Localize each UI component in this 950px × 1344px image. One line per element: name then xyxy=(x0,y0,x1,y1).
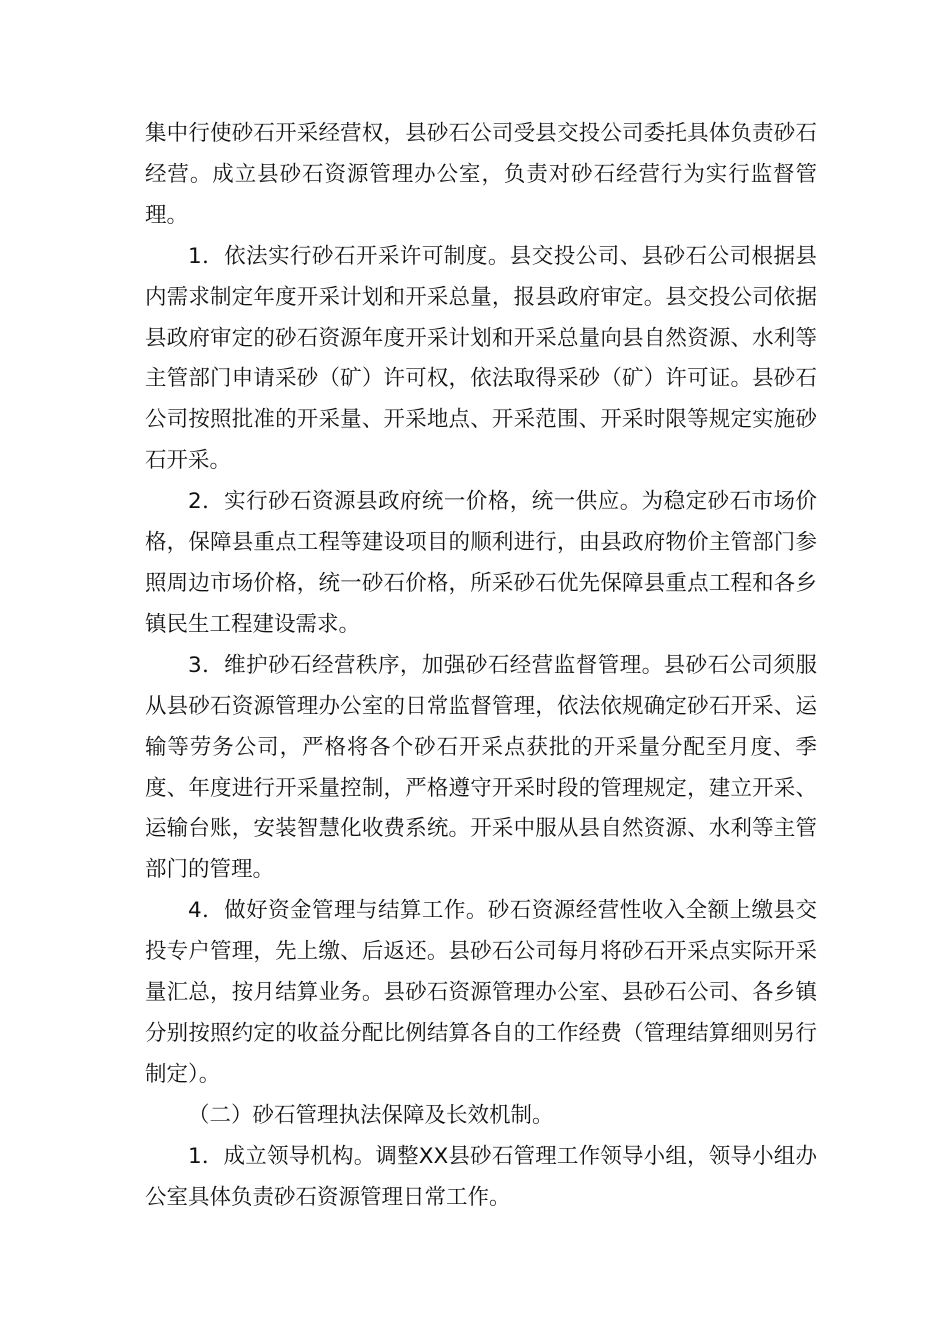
paragraph-item-3-supervision: 3．维护砂石经营秩序，加强砂石经营监督管理。县砂石公司须服从县砂石资源管理办公室的日常监督管理，依法依规确定砂石开采、运输等劳务公司，严格将各个砂石开采点获批的开采量分配至月度、季度、年度进行开采量控制，严格遵守开采时段的管理规定，建立开采、运输台账，安装智慧化收费系统。开采中服从县自然资源、水利等主管部门的管理。 xyxy=(145,652,817,883)
section-heading-enforcement: （二）砂石管理执法保障及长效机制。 xyxy=(188,1102,554,1128)
document-body xyxy=(145,114,817,1218)
paragraph-item-2-unified-price: 2．实行砂石资源县政府统一价格，统一供应。为稳定砂石市场价格，保障县重点工程等建设项目的顺利进行，由县政府物价主管部门参照周边市场价格，统一砂石价格，所采砂石优先保障县重点工程和各乡镇民生工程建设需求。 xyxy=(145,489,817,637)
paragraph-continuation: 集中行使砂石开采经营权，县砂石公司受县交投公司委托具体负责砂石经营。成立县砂石资源管理办公室，负责对砂石经营行为实行监督管理。 xyxy=(145,121,817,228)
paragraph-item-4-fund-settlement: 4．做好资金管理与结算工作。砂石资源经营性收入全额上缴县交投专户管理，先上缴、后返还。县砂石公司每月将砂石开采点实际开采量汇总，按月结算业务。县砂石资源管理办公室、县砂石公司、各乡镇分别按照约定的收益分配比例结算各自的工作经费（管理结算细则另行制定）。 xyxy=(145,898,817,1087)
paragraph-item-1-permit-system: 1．依法实行砂石开采许可制度。县交投公司、县砂石公司根据县内需求制定年度开采计划和开采总量，报县政府审定。县交投公司依据县政府审定的砂石资源年度开采计划和开采总量向县自然资源、水利等主管部门申请采砂（矿）许可权，依法取得采砂（矿）许可证。县砂石公司按照批准的开采量、开采地点、开采范围、开采时限等规定实施砂石开采。 xyxy=(145,243,817,474)
paragraph-item-1-leadership: 1．成立领导机构。调整XX县砂石管理工作领导小组，领导小组办公室具体负责砂石资源管理日常工作。 xyxy=(145,1143,817,1210)
